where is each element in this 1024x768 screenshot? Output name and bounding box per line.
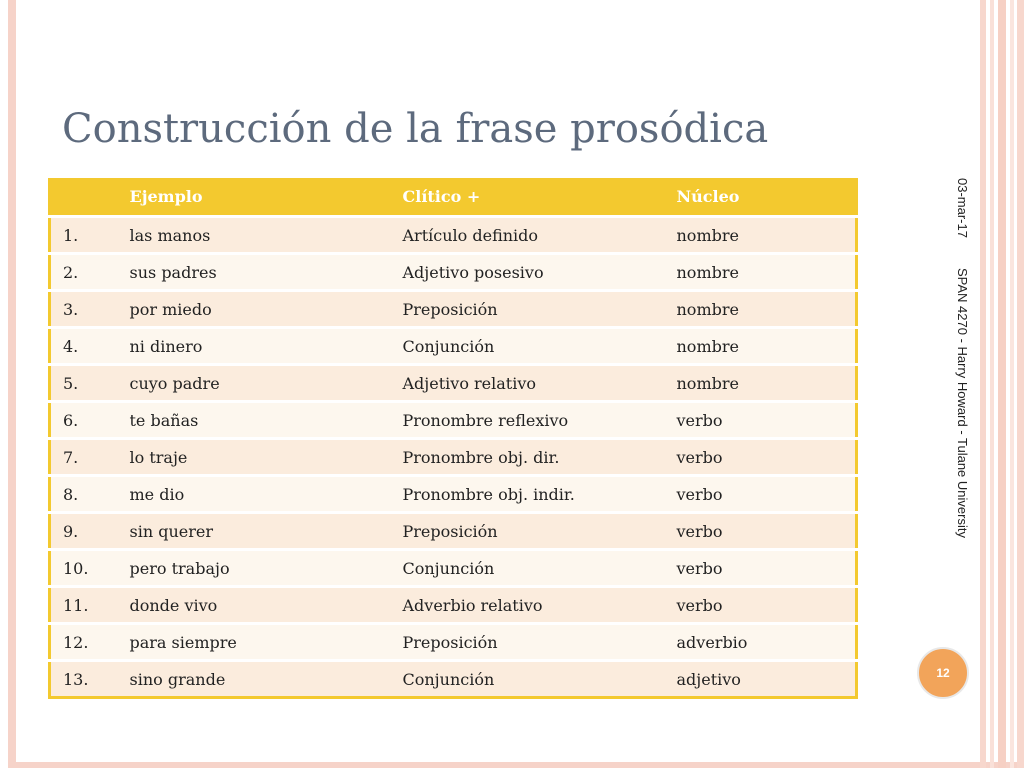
cell-ejemplo: cuyo padre <box>130 365 403 402</box>
cell-nucleo: adjetivo <box>677 661 857 698</box>
cell-number: 4. <box>50 328 130 365</box>
header-number <box>50 178 130 217</box>
table-row <box>50 513 857 550</box>
table-header-row <box>50 178 857 217</box>
header-ejemplo: Ejemplo <box>130 178 403 217</box>
cell-clitico: Preposición <box>403 513 677 550</box>
cell-number: 5. <box>50 365 130 402</box>
cell-clitico: Pronombre reflexivo <box>403 402 677 439</box>
cell-nucleo: nombre <box>677 328 857 365</box>
cell-number: 2. <box>50 254 130 291</box>
decorative-stripes <box>980 0 1024 768</box>
cell-ejemplo: te bañas <box>130 402 403 439</box>
cell-number: 9. <box>50 513 130 550</box>
table-row <box>50 624 857 661</box>
cell-number: 11. <box>50 587 130 624</box>
cell-number: 7. <box>50 439 130 476</box>
cell-number: 10. <box>50 550 130 587</box>
table-row <box>50 661 857 698</box>
cell-clitico: Preposición <box>403 291 677 328</box>
table-row <box>50 402 857 439</box>
table-row <box>50 328 857 365</box>
cell-clitico: Adverbio relativo <box>403 587 677 624</box>
cell-ejemplo: donde vivo <box>130 587 403 624</box>
header-nucleo: Núcleo <box>677 178 857 217</box>
page-title: Construcción de la frase prosódica <box>62 106 769 152</box>
cell-nucleo: adverbio <box>677 624 857 661</box>
cell-number: 1. <box>50 217 130 254</box>
table-row <box>50 476 857 513</box>
clitic-table <box>48 178 858 699</box>
cell-nucleo: verbo <box>677 439 857 476</box>
table-row <box>50 587 857 624</box>
cell-clitico: Preposición <box>403 624 677 661</box>
page-number-badge <box>917 647 969 699</box>
cell-clitico: Pronombre obj. dir. <box>403 439 677 476</box>
slide-date: 03-mar-17 <box>955 178 970 238</box>
table-row <box>50 365 857 402</box>
left-border <box>8 0 16 768</box>
header-clitico: Clítico + <box>403 178 677 217</box>
cell-ejemplo: por miedo <box>130 291 403 328</box>
cell-ejemplo: lo traje <box>130 439 403 476</box>
table-row <box>50 439 857 476</box>
cell-ejemplo: me dio <box>130 476 403 513</box>
cell-ejemplo: pero trabajo <box>130 550 403 587</box>
cell-nucleo: nombre <box>677 365 857 402</box>
cell-nucleo: nombre <box>677 254 857 291</box>
table-row <box>50 217 857 254</box>
cell-nucleo: verbo <box>677 550 857 587</box>
cell-ejemplo: ni dinero <box>130 328 403 365</box>
slide-footer: SPAN 4270 - Harry Howard - Tulane University <box>955 268 970 538</box>
cell-nucleo: verbo <box>677 587 857 624</box>
cell-number: 8. <box>50 476 130 513</box>
cell-clitico: Conjunción <box>403 550 677 587</box>
cell-clitico: Adjetivo relativo <box>403 365 677 402</box>
cell-clitico: Conjunción <box>403 661 677 698</box>
cell-nucleo: nombre <box>677 291 857 328</box>
cell-ejemplo: las manos <box>130 217 403 254</box>
cell-clitico: Adjetivo posesivo <box>403 254 677 291</box>
table-row <box>50 254 857 291</box>
cell-nucleo: verbo <box>677 402 857 439</box>
table-row <box>50 550 857 587</box>
page-number: 12 <box>936 666 950 680</box>
cell-clitico: Conjunción <box>403 328 677 365</box>
cell-ejemplo: para siempre <box>130 624 403 661</box>
cell-number: 3. <box>50 291 130 328</box>
cell-ejemplo: sus padres <box>130 254 403 291</box>
cell-nucleo: nombre <box>677 217 857 254</box>
cell-clitico: Pronombre obj. indir. <box>403 476 677 513</box>
cell-number: 13. <box>50 661 130 698</box>
cell-clitico: Artículo definido <box>403 217 677 254</box>
table-row <box>50 291 857 328</box>
cell-ejemplo: sino grande <box>130 661 403 698</box>
cell-number: 6. <box>50 402 130 439</box>
cell-number: 12. <box>50 624 130 661</box>
cell-ejemplo: sin querer <box>130 513 403 550</box>
cell-nucleo: verbo <box>677 513 857 550</box>
bottom-border <box>8 762 1024 768</box>
cell-nucleo: verbo <box>677 476 857 513</box>
